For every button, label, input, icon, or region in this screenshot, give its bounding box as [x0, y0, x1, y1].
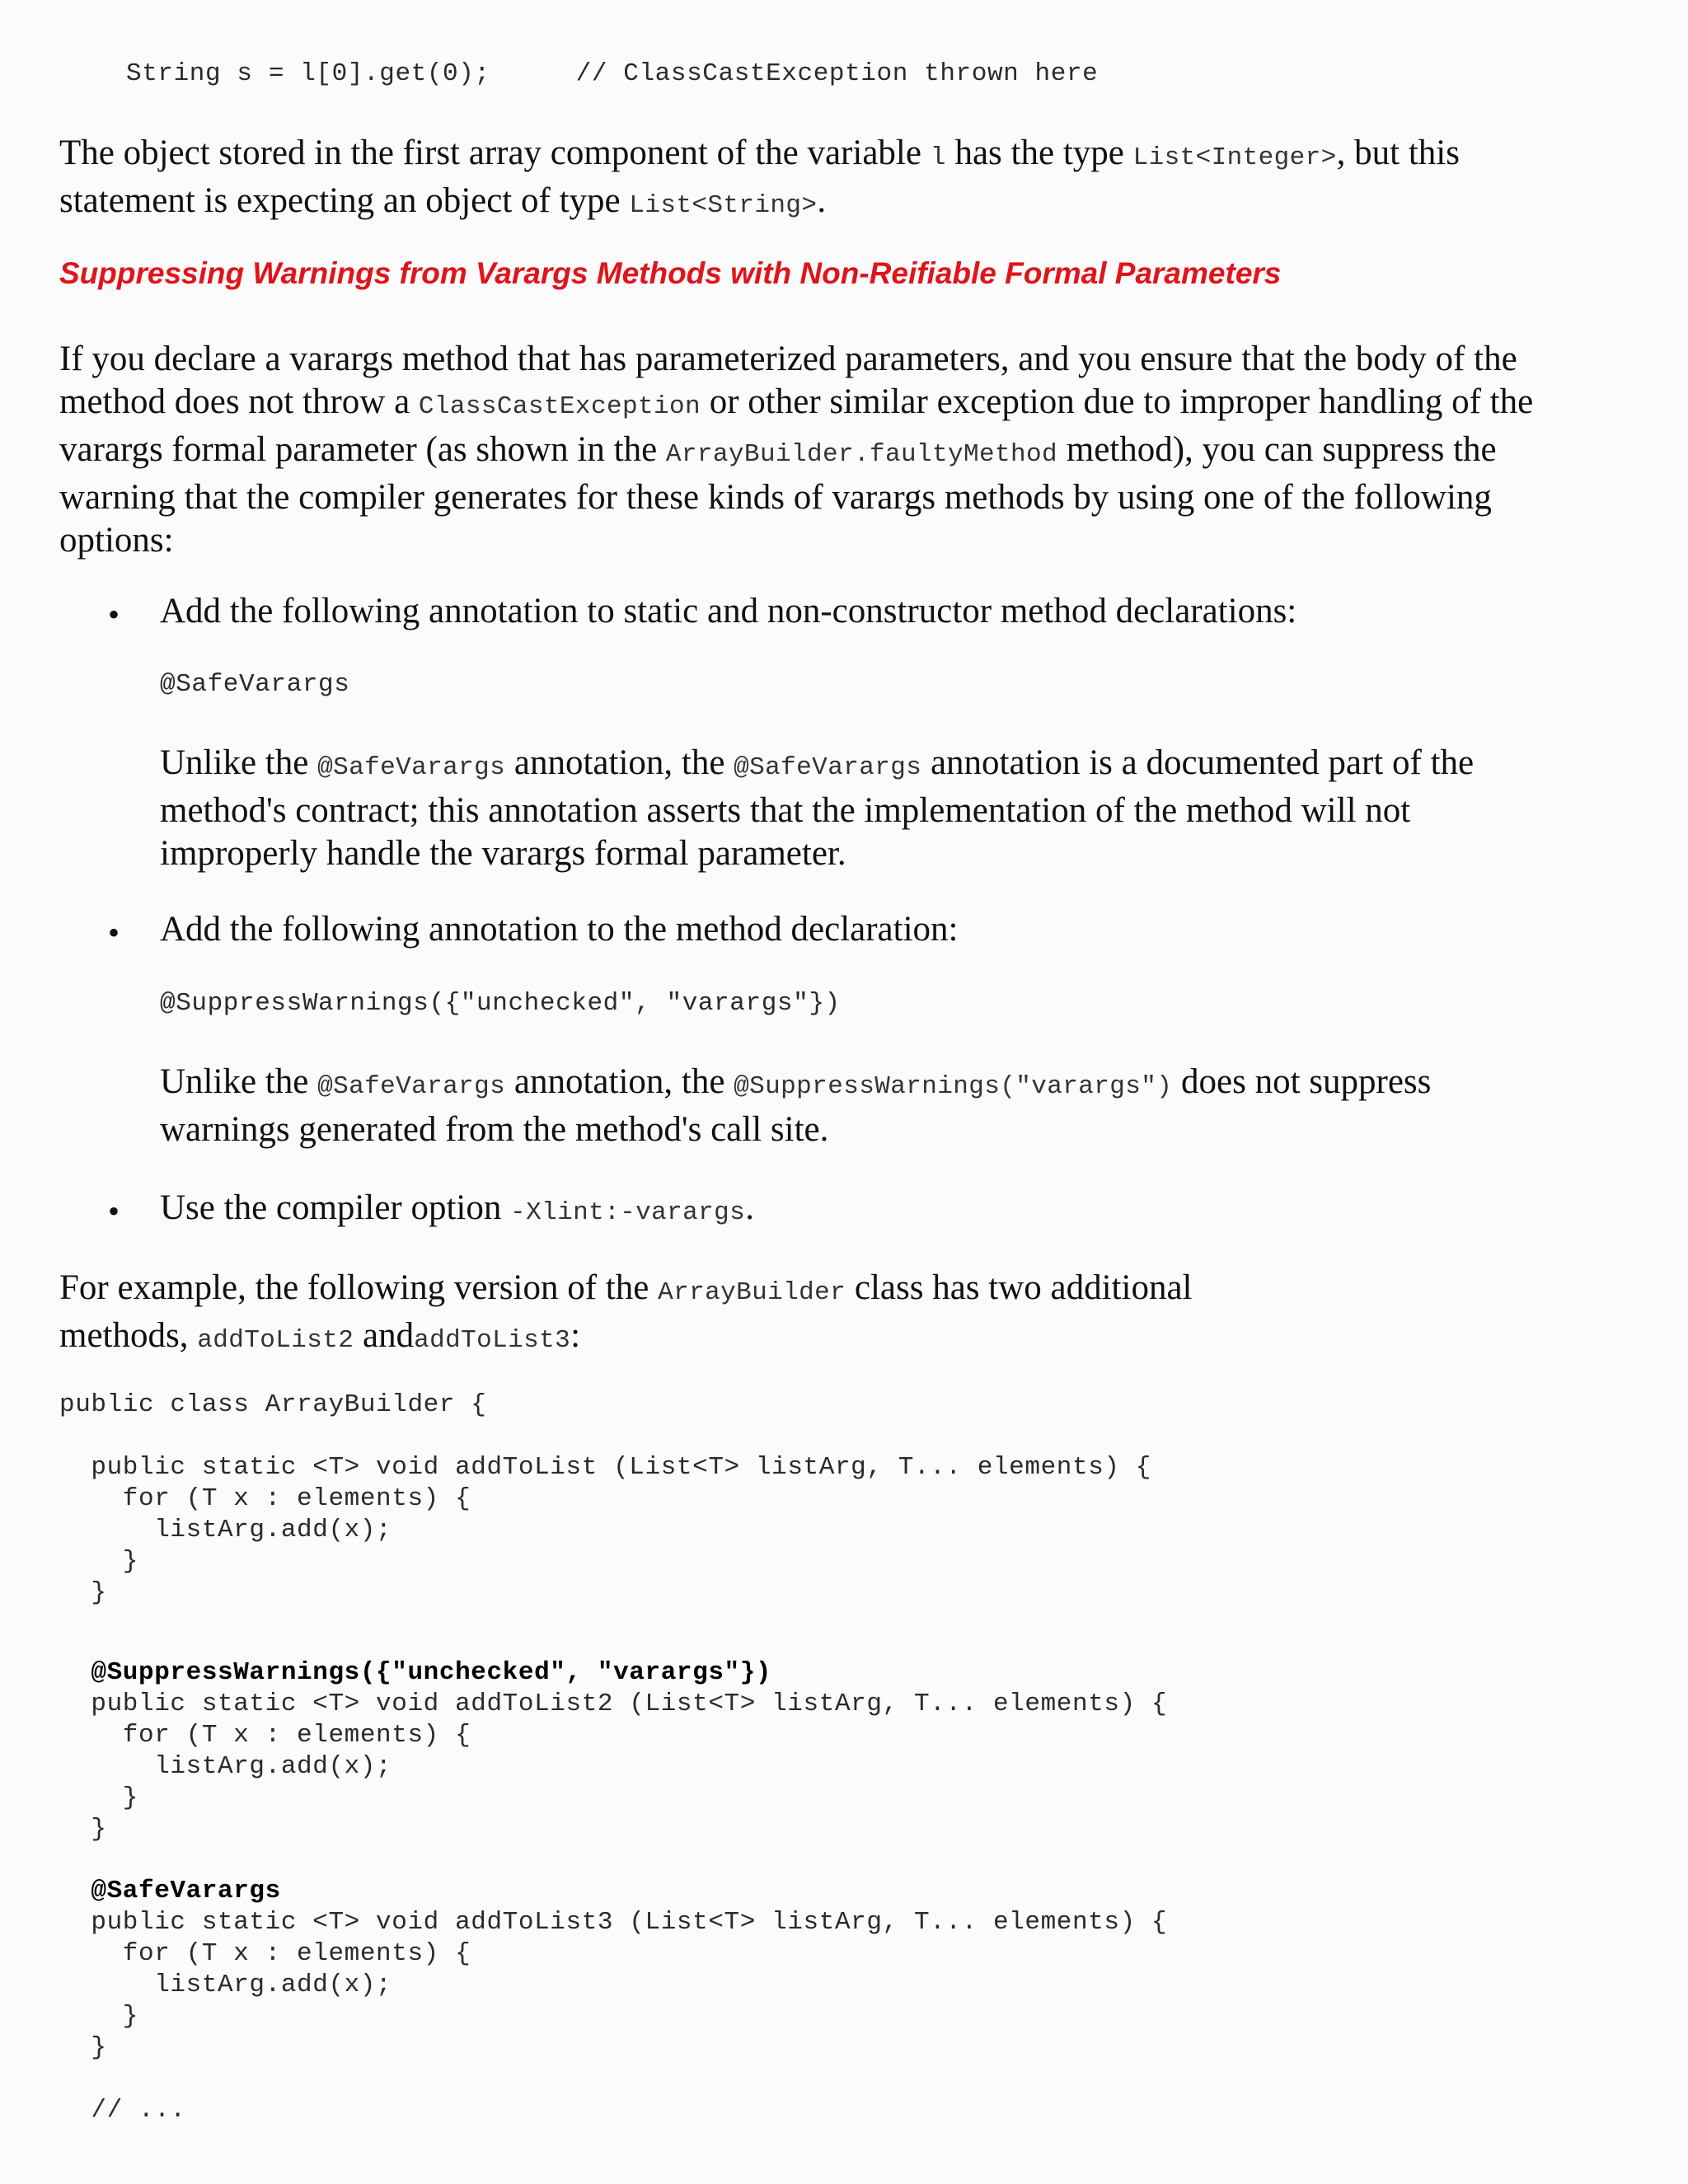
- code-line: for (T x : elements) {: [59, 1484, 471, 1513]
- bullet-1-text: Add the following annotation to static and non-constructor method declarations:: [160, 592, 1297, 630]
- bullet-1-code: @SafeVarargs: [160, 670, 350, 699]
- paragraph-intro: If you declare a varargs method that has parameterized parameters, and you ensure that the body of the method does not throw a ClassCastException or other similar exception due to improper handling of the varargs formal parameter (as shown in the ArrayBuilder.faultyMethod method), you can suppress the warning that the compiler generates for these kinds of varargs methods by using one of the following options:: [59, 340, 1534, 560]
- code-line: }: [59, 1783, 139, 1812]
- code-line: listArg.add(x);: [59, 1752, 392, 1781]
- code-line: for (T x : elements) {: [59, 1721, 471, 1750]
- bullet-2-note: Unlike the @SafeVarargs annotation, the @SuppressWarnings("varargs") does not suppress warnings generated from the method's call site.: [160, 1062, 1432, 1149]
- code-line: listArg.add(x);: [59, 1516, 392, 1544]
- paragraph-object-type: The object stored in the first array component of the variable l has the type List<Integer>, but this statement is expecting an object of type List<String>.: [59, 134, 1460, 220]
- bullet-2-text: Add the following annotation to the method declaration:: [160, 910, 959, 949]
- bullet-3-text: Use the compiler option -Xlint:-varargs.: [160, 1188, 754, 1227]
- bullet-marker: •: [108, 1193, 120, 1230]
- code-line: public class ArrayBuilder {: [59, 1390, 487, 1419]
- code-annotation-line: @SuppressWarnings({"unchecked", "varargs"}): [59, 1658, 772, 1687]
- code-line: listArg.add(x);: [59, 1971, 392, 1999]
- code-line: }: [59, 2002, 139, 2031]
- code-line: for (T x : elements) {: [59, 1939, 471, 1968]
- code-line: }: [59, 1547, 139, 1576]
- code-comment: // ClassCastException thrown here: [575, 59, 1099, 88]
- code-statement: String s = l[0].get(0); // ClassCastException thrown here: [126, 59, 1099, 88]
- code-line: }: [59, 1815, 107, 1844]
- code-annotation-line: @SafeVarargs: [59, 1877, 281, 1905]
- code-line: public static <T> void addToList2 (List<T> listArg, T... elements) {: [59, 1690, 1168, 1718]
- code-line: public static <T> void addToList (List<T> listArg, T... elements) {: [59, 1453, 1152, 1482]
- code-line: }: [59, 1578, 107, 1607]
- paragraph-example: For example, the following version of the ArrayBuilder class has two additional methods, addToList2 andaddToList3:: [59, 1268, 1193, 1355]
- bullet-marker: •: [108, 596, 120, 633]
- bullet-2-code: @SuppressWarnings({"unchecked", "varargs"}): [160, 989, 841, 1018]
- section-heading: Suppressing Warnings from Varargs Methods with Non-Reifiable Formal Parameters: [59, 256, 1282, 290]
- code-line: }: [59, 2033, 107, 2062]
- bullet-1-note: Unlike the @SafeVarargs annotation, the @SafeVarargs annotation is a documented part of the method's contract; this annotation asserts that the implementation of the method will not improperly handle the varargs formal parameter.: [160, 743, 1475, 873]
- code-line: public static <T> void addToList3 (List<T> listArg, T... elements) {: [59, 1908, 1168, 1937]
- code-line: // ...: [59, 2096, 186, 2125]
- bullet-marker: •: [108, 914, 120, 951]
